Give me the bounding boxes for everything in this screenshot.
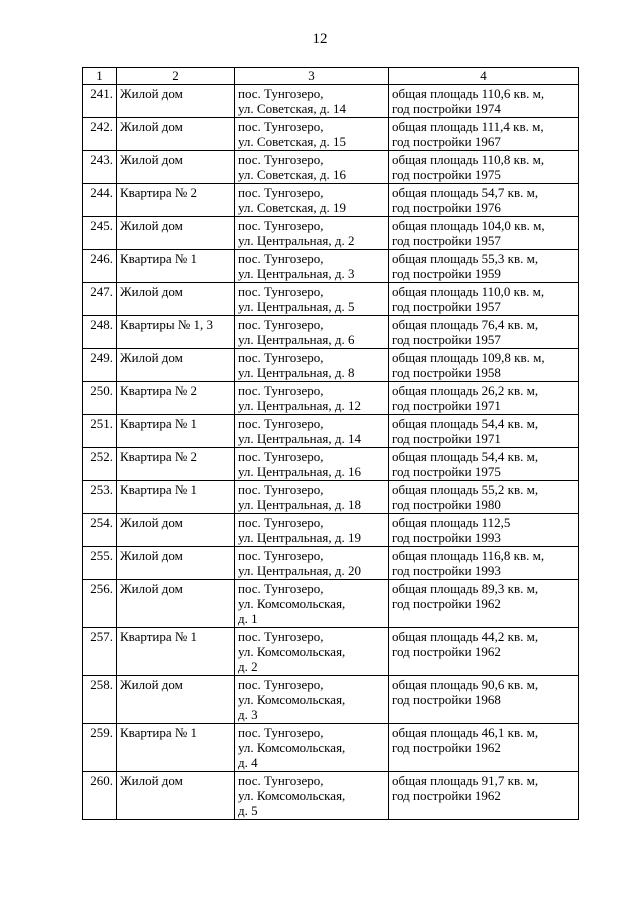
object-type: Жилой дом xyxy=(117,547,235,580)
details-line: год постройки 1993 xyxy=(392,530,501,545)
object-address xyxy=(235,514,389,547)
table-row xyxy=(83,184,579,217)
address-line: пос. Тунгозеро, xyxy=(238,350,324,365)
details-line: общая площадь 44,2 кв. м, xyxy=(392,629,539,644)
address-line: пос. Тунгозеро, xyxy=(238,416,324,431)
address-line: ул. Центральная, д. 6 xyxy=(238,332,355,347)
details-line: год постройки 1993 xyxy=(392,563,501,578)
details-line: год постройки 1962 xyxy=(392,740,501,755)
address-line: пос. Тунгозеро, xyxy=(238,86,324,101)
table-row xyxy=(83,283,579,316)
object-details xyxy=(389,316,579,349)
object-type: Квартиры № 1, 3 xyxy=(117,316,235,349)
object-details xyxy=(389,580,579,628)
column-header-3: 3 xyxy=(235,68,389,85)
details-line: год постройки 1975 xyxy=(392,464,501,479)
address-line: пос. Тунгозеро, xyxy=(238,677,324,692)
object-details xyxy=(389,724,579,772)
address-line: ул. Центральная, д. 2 xyxy=(238,233,355,248)
address-line: ул. Комсомольская, xyxy=(238,644,346,659)
object-details xyxy=(389,118,579,151)
row-number: 243. xyxy=(83,151,117,184)
object-address xyxy=(235,676,389,724)
row-number: 253. xyxy=(83,481,117,514)
object-details xyxy=(389,481,579,514)
object-address xyxy=(235,85,389,118)
details-line: год постройки 1971 xyxy=(392,398,501,413)
object-type: Квартира № 1 xyxy=(117,415,235,448)
details-line: общая площадь 110,8 кв. м, xyxy=(392,152,545,167)
object-details xyxy=(389,250,579,283)
details-line: общая площадь 104,0 кв. м, xyxy=(392,218,545,233)
object-type: Жилой дом xyxy=(117,217,235,250)
row-number: 255. xyxy=(83,547,117,580)
object-address xyxy=(235,217,389,250)
row-number: 241. xyxy=(83,85,117,118)
object-type: Жилой дом xyxy=(117,772,235,820)
object-type: Жилой дом xyxy=(117,85,235,118)
details-line: общая площадь 110,6 кв. м, xyxy=(392,86,545,101)
object-details xyxy=(389,448,579,481)
address-line: ул. Центральная, д. 12 xyxy=(238,398,361,413)
details-line: общая площадь 110,0 кв. м, xyxy=(392,284,545,299)
address-line: пос. Тунгозеро, xyxy=(238,449,324,464)
details-line: общая площадь 55,3 кв. м, xyxy=(392,251,539,266)
details-line: год постройки 1962 xyxy=(392,644,501,659)
address-line: пос. Тунгозеро, xyxy=(238,548,324,563)
details-line: год постройки 1968 xyxy=(392,692,501,707)
details-line: общая площадь 109,8 кв. м, xyxy=(392,350,545,365)
address-line: ул. Советская, д. 14 xyxy=(238,101,347,116)
details-line: общая площадь 46,1 кв. м, xyxy=(392,725,539,740)
object-address xyxy=(235,448,389,481)
address-line: д. 4 xyxy=(238,755,258,770)
details-line: общая площадь 26,2 кв. м, xyxy=(392,383,539,398)
object-type: Жилой дом xyxy=(117,283,235,316)
address-line: ул. Центральная, д. 19 xyxy=(238,530,361,545)
address-line: д. 1 xyxy=(238,611,258,626)
row-number: 246. xyxy=(83,250,117,283)
row-number: 258. xyxy=(83,676,117,724)
row-number: 245. xyxy=(83,217,117,250)
details-line: год постройки 1967 xyxy=(392,134,501,149)
details-line: год постройки 1959 xyxy=(392,266,501,281)
address-line: пос. Тунгозеро, xyxy=(238,629,324,644)
row-number: 254. xyxy=(83,514,117,547)
row-number: 250. xyxy=(83,382,117,415)
object-address xyxy=(235,382,389,415)
details-line: год постройки 1971 xyxy=(392,431,501,446)
row-number: 260. xyxy=(83,772,117,820)
address-line: ул. Центральная, д. 14 xyxy=(238,431,361,446)
table-header xyxy=(83,68,579,85)
object-address xyxy=(235,250,389,283)
details-line: общая площадь 91,7 кв. м, xyxy=(392,773,539,788)
address-line: д. 2 xyxy=(238,659,258,674)
address-line: пос. Тунгозеро, xyxy=(238,383,324,398)
object-type: Квартира № 1 xyxy=(117,481,235,514)
address-line: пос. Тунгозеро, xyxy=(238,581,324,596)
address-line: д. 3 xyxy=(238,707,258,722)
row-number: 244. xyxy=(83,184,117,217)
object-details xyxy=(389,85,579,118)
address-line: ул. Центральная, д. 20 xyxy=(238,563,361,578)
table-row xyxy=(83,382,579,415)
table-row xyxy=(83,118,579,151)
object-address xyxy=(235,316,389,349)
object-type: Жилой дом xyxy=(117,118,235,151)
object-details xyxy=(389,349,579,382)
address-line: ул. Комсомольская, xyxy=(238,692,346,707)
details-line: общая площадь 89,3 кв. м, xyxy=(392,581,539,596)
row-number: 248. xyxy=(83,316,117,349)
object-details xyxy=(389,184,579,217)
table-row xyxy=(83,772,579,820)
address-line: ул. Центральная, д. 8 xyxy=(238,365,355,380)
details-line: год постройки 1980 xyxy=(392,497,501,512)
object-address xyxy=(235,724,389,772)
object-details xyxy=(389,676,579,724)
object-type: Квартира № 1 xyxy=(117,724,235,772)
object-type: Жилой дом xyxy=(117,676,235,724)
object-address xyxy=(235,547,389,580)
table-row xyxy=(83,724,579,772)
table-row xyxy=(83,448,579,481)
row-number: 257. xyxy=(83,628,117,676)
details-line: общая площадь 54,4 кв. м, xyxy=(392,416,539,431)
table-row xyxy=(83,217,579,250)
page-number: 12 xyxy=(312,31,328,47)
object-details xyxy=(389,415,579,448)
table-row xyxy=(83,580,579,628)
row-number: 249. xyxy=(83,349,117,382)
address-line: пос. Тунгозеро, xyxy=(238,515,324,530)
details-line: общая площадь 55,2 кв. м, xyxy=(392,482,539,497)
table-row xyxy=(83,151,579,184)
object-address xyxy=(235,283,389,316)
object-details xyxy=(389,217,579,250)
object-details xyxy=(389,772,579,820)
object-type: Жилой дом xyxy=(117,514,235,547)
address-line: ул. Комсомольская, xyxy=(238,788,346,803)
address-line: ул. Советская, д. 15 xyxy=(238,134,347,149)
object-type: Жилой дом xyxy=(117,580,235,628)
address-line: ул. Центральная, д. 18 xyxy=(238,497,361,512)
object-details xyxy=(389,382,579,415)
object-type: Квартира № 1 xyxy=(117,250,235,283)
object-type: Квартира № 1 xyxy=(117,628,235,676)
details-line: общая площадь 76,4 кв. м, xyxy=(392,317,539,332)
row-number: 259. xyxy=(83,724,117,772)
object-details xyxy=(389,514,579,547)
object-address xyxy=(235,481,389,514)
details-line: год постройки 1974 xyxy=(392,101,501,116)
table-row xyxy=(83,415,579,448)
table-row xyxy=(83,316,579,349)
address-line: ул. Центральная, д. 3 xyxy=(238,266,355,281)
address-line: ул. Советская, д. 19 xyxy=(238,200,347,215)
details-line: год постройки 1962 xyxy=(392,788,501,803)
address-line: ул. Советская, д. 16 xyxy=(238,167,347,182)
address-line: ул. Комсомольская, xyxy=(238,596,346,611)
object-address xyxy=(235,628,389,676)
object-address xyxy=(235,772,389,820)
details-line: общая площадь 54,7 кв. м, xyxy=(392,185,539,200)
object-type: Квартира № 2 xyxy=(117,448,235,481)
address-line: пос. Тунгозеро, xyxy=(238,218,324,233)
row-number: 256. xyxy=(83,580,117,628)
table-row xyxy=(83,547,579,580)
object-type: Квартира № 2 xyxy=(117,382,235,415)
address-line: пос. Тунгозеро, xyxy=(238,482,324,497)
object-address xyxy=(235,184,389,217)
object-address xyxy=(235,118,389,151)
details-line: год постройки 1962 xyxy=(392,596,501,611)
address-line: пос. Тунгозеро, xyxy=(238,284,324,299)
details-line: общая площадь 111,4 кв. м, xyxy=(392,119,544,134)
details-line: год постройки 1975 xyxy=(392,167,501,182)
table-body xyxy=(83,85,579,820)
details-line: общая площадь 112,5 xyxy=(392,515,511,530)
table-row xyxy=(83,250,579,283)
table-row xyxy=(83,676,579,724)
address-line: д. 5 xyxy=(238,803,258,818)
address-line: пос. Тунгозеро, xyxy=(238,725,324,740)
column-header-4: 4 xyxy=(389,68,579,85)
address-line: пос. Тунгозеро, xyxy=(238,119,324,134)
address-line: пос. Тунгозеро, xyxy=(238,317,324,332)
object-address xyxy=(235,415,389,448)
address-line: пос. Тунгозеро, xyxy=(238,251,324,266)
header-row xyxy=(83,68,579,85)
column-header-1: 1 xyxy=(83,68,117,85)
address-line: пос. Тунгозеро, xyxy=(238,185,324,200)
object-details xyxy=(389,283,579,316)
details-line: год постройки 1976 xyxy=(392,200,501,215)
row-number: 242. xyxy=(83,118,117,151)
details-line: общая площадь 116,8 кв. м, xyxy=(392,548,545,563)
address-line: пос. Тунгозеро, xyxy=(238,773,324,788)
details-line: год постройки 1957 xyxy=(392,233,501,248)
details-line: год постройки 1958 xyxy=(392,365,501,380)
details-line: год постройки 1957 xyxy=(392,332,501,347)
property-registry-table xyxy=(82,67,579,820)
object-type: Жилой дом xyxy=(117,151,235,184)
row-number: 252. xyxy=(83,448,117,481)
object-type: Жилой дом xyxy=(117,349,235,382)
table-row xyxy=(83,628,579,676)
row-number: 251. xyxy=(83,415,117,448)
details-line: общая площадь 90,6 кв. м, xyxy=(392,677,539,692)
object-address xyxy=(235,151,389,184)
table-row xyxy=(83,349,579,382)
table-row xyxy=(83,514,579,547)
details-line: общая площадь 54,4 кв. м, xyxy=(392,449,539,464)
address-line: ул. Центральная, д. 16 xyxy=(238,464,361,479)
column-header-2: 2 xyxy=(117,68,235,85)
object-address xyxy=(235,580,389,628)
details-line: год постройки 1957 xyxy=(392,299,501,314)
address-line: пос. Тунгозеро, xyxy=(238,152,324,167)
address-line: ул. Комсомольская, xyxy=(238,740,346,755)
object-details xyxy=(389,151,579,184)
object-address xyxy=(235,349,389,382)
row-number: 247. xyxy=(83,283,117,316)
object-details xyxy=(389,547,579,580)
address-line: ул. Центральная, д. 5 xyxy=(238,299,355,314)
object-details xyxy=(389,628,579,676)
table-row xyxy=(83,481,579,514)
object-type: Квартира № 2 xyxy=(117,184,235,217)
table-row xyxy=(83,85,579,118)
